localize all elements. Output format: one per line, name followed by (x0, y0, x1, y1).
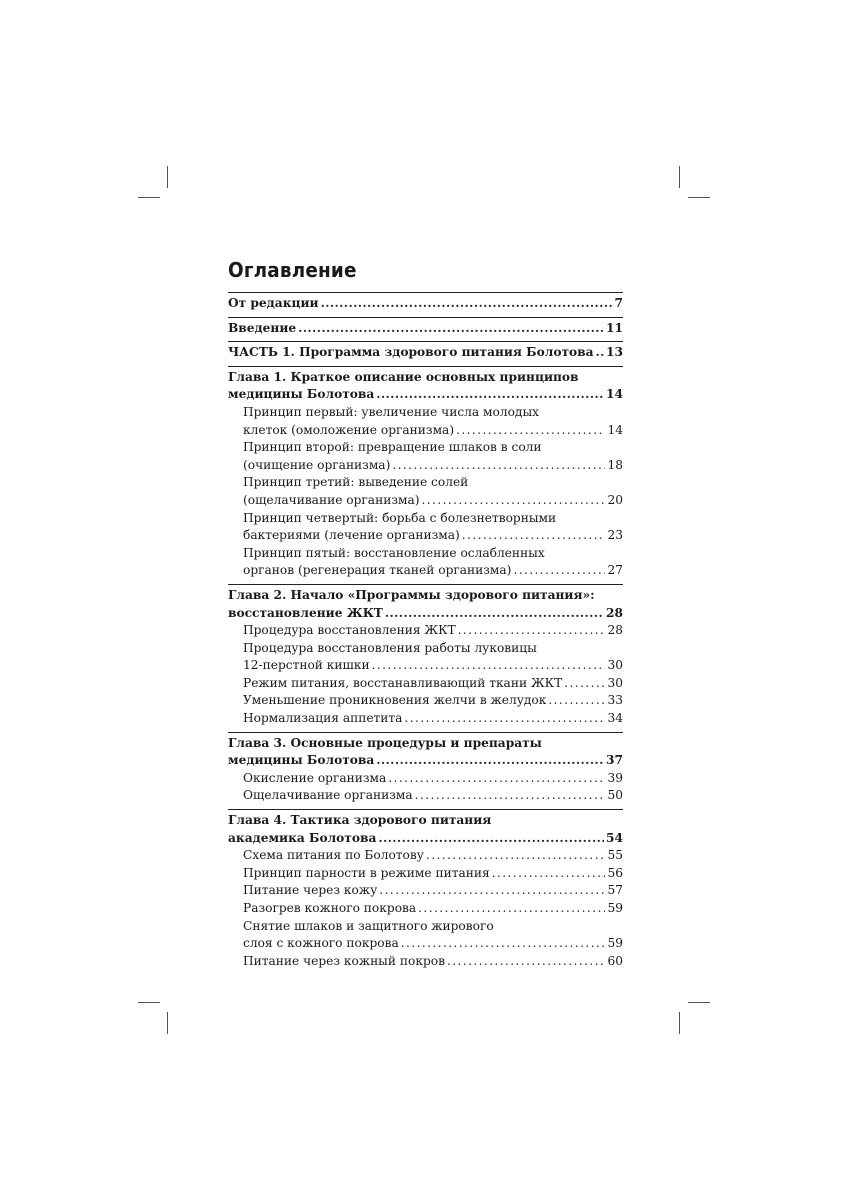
toc-entry-text: Принцип парности в режиме питания (243, 865, 490, 880)
dot-leader (418, 900, 605, 918)
toc-entry[interactable] (228, 510, 623, 545)
toc-page-number: 57 (607, 883, 623, 898)
toc-entry-text: 12-перстной кишки (243, 658, 370, 673)
toc-entry-text: органов (регенерация тканей организма) (243, 563, 512, 578)
toc-entry-text: Режим питания, восстанавливающий ткани ЖКТ (243, 675, 563, 690)
toc-entry[interactable] (228, 787, 623, 805)
toc-entry-text: Принцип пятый: восстановление ослабленных (243, 545, 545, 560)
dot-leader (447, 953, 606, 971)
toc-entry[interactable] (228, 865, 623, 883)
page-title: Оглавление (228, 258, 357, 282)
toc-entry-text: Введение (228, 320, 297, 335)
toc-entry-text: Глава 4. Тактика здорового питания (228, 813, 492, 828)
toc-entry-text: Глава 1. Краткое описание основных принципов (228, 369, 579, 384)
toc-entry-text: От редакции (228, 296, 319, 310)
toc-entry[interactable] (228, 770, 623, 788)
toc-entry[interactable] (228, 918, 623, 953)
toc-page-number: 27 (607, 563, 623, 578)
toc-page-number: 56 (607, 865, 623, 880)
toc-entry[interactable] (228, 882, 623, 900)
dot-leader (379, 882, 605, 900)
toc-heading-entry[interactable] (228, 341, 623, 362)
toc-entry-text: Принцип четвертый: борьба с болезнетворными (243, 510, 557, 525)
toc-entry-text: Глава 2. Начало «Программы здорового питания»: (228, 587, 595, 602)
dot-leader (426, 847, 606, 865)
toc-entry-text: Уменьшение проникновения желчи в желудок (243, 693, 547, 708)
toc-entry[interactable] (228, 545, 623, 580)
toc-heading-entry[interactable] (228, 809, 623, 847)
dot-leader (404, 710, 605, 728)
crop-mark (679, 1012, 680, 1034)
toc-entry-text: Глава 3. Основные процедуры и препараты (228, 735, 542, 750)
toc-page-number: 14 (606, 387, 623, 402)
dot-leader (462, 527, 606, 545)
toc-entry-text: Окисление организма (243, 770, 387, 785)
toc-entry-text: Принцип третий: выведение солей (243, 475, 469, 490)
dot-leader (401, 935, 606, 953)
toc-entry[interactable] (228, 900, 623, 918)
dot-leader (298, 320, 604, 338)
crop-mark (138, 197, 160, 198)
toc-page-number: 59 (607, 936, 623, 951)
toc-page-number: 30 (607, 658, 623, 673)
dot-leader (376, 386, 604, 404)
toc-entry-text: (ощелачивание организма) (243, 492, 420, 507)
toc-heading-entry[interactable] (228, 366, 623, 404)
toc-page-number: 39 (607, 770, 623, 785)
dot-leader (548, 692, 605, 710)
table-of-contents (228, 258, 623, 970)
toc-entry[interactable] (228, 675, 623, 693)
toc-entry-text: бактериями (лечение организма) (243, 528, 460, 543)
toc-entry[interactable] (228, 404, 623, 439)
dot-leader (372, 657, 606, 675)
toc-heading-entry[interactable] (228, 732, 623, 770)
toc-page-number: 50 (607, 788, 623, 803)
toc-page-number: 33 (607, 693, 623, 708)
toc-page-number: 59 (607, 901, 623, 915)
toc-page-number: 13 (606, 345, 623, 360)
toc-page-number: 28 (606, 605, 623, 620)
toc-entry-text: Нормализация аппетита (243, 711, 403, 726)
toc-entry-text: Снятие шлаков и защитного жирового (243, 918, 494, 933)
toc-page-number: 30 (607, 675, 623, 690)
dot-leader (513, 562, 605, 580)
toc-entry-text: восстановление ЖКТ (228, 605, 383, 620)
toc-entry-text: академика Болотова (228, 830, 377, 845)
toc-list (228, 292, 623, 970)
toc-page-number: 34 (607, 711, 623, 726)
toc-page-number: 28 (607, 623, 623, 638)
dot-leader (321, 295, 613, 313)
dot-leader (376, 752, 604, 770)
toc-heading-entry[interactable] (228, 317, 623, 338)
crop-mark (688, 1002, 710, 1003)
toc-page-number: 20 (607, 492, 623, 507)
toc-entry-text: Принцип второй: превращение шлаков в соли (243, 440, 542, 455)
dot-leader (456, 422, 605, 440)
toc-page-number: 18 (607, 457, 623, 472)
toc-entry[interactable] (228, 710, 623, 728)
toc-entry-text: (очищение организма) (243, 457, 391, 472)
dot-leader (378, 830, 604, 848)
toc-entry[interactable] (228, 953, 623, 971)
toc-entry-text: ЧАСТЬ 1. Программа здорового питания Болотова (228, 345, 594, 360)
dot-leader (458, 622, 606, 640)
toc-page-number: 60 (607, 953, 623, 968)
dot-leader (596, 344, 605, 362)
toc-entry-text: Питание через кожный покров (243, 953, 445, 968)
crop-mark (167, 1012, 168, 1034)
toc-page-number: 37 (606, 753, 623, 768)
dot-leader (421, 492, 605, 510)
toc-entry-text: Процедура восстановления работы луковицы (243, 640, 537, 655)
dot-leader (392, 457, 605, 475)
toc-page-number: 11 (606, 320, 623, 335)
toc-entry-text: Схема питания по Болотову (243, 848, 424, 863)
toc-heading-entry[interactable] (228, 292, 623, 313)
toc-entry[interactable] (228, 640, 623, 675)
dot-leader (388, 770, 605, 788)
toc-page-number: 54 (606, 830, 623, 845)
toc-page-number: 55 (607, 848, 623, 863)
dot-leader (564, 675, 605, 693)
dot-leader (492, 865, 606, 883)
crop-mark (688, 197, 710, 198)
toc-entry[interactable] (228, 622, 623, 640)
toc-entry-text: клеток (омоложение организма) (243, 422, 455, 437)
crop-mark (138, 1002, 160, 1003)
toc-entry-text: медицины Болотова (228, 387, 375, 402)
toc-entry[interactable] (228, 474, 623, 509)
toc-entry-text: Принцип первый: увеличение числа молодых (243, 404, 540, 419)
dot-leader (385, 605, 604, 623)
toc-page-number: 7 (614, 296, 623, 310)
toc-page-number: 14 (607, 422, 623, 437)
toc-entry-text: медицины Болотова (228, 753, 375, 768)
toc-page-number: 23 (607, 528, 623, 543)
toc-entry-text: слоя с кожного покрова (243, 936, 399, 951)
toc-entry[interactable] (228, 847, 623, 865)
toc-entry-text: Ощелачивание организма (243, 788, 413, 803)
toc-entry-text: Процедура восстановления ЖКТ (243, 623, 456, 638)
toc-entry[interactable] (228, 692, 623, 710)
crop-mark (679, 166, 680, 188)
crop-mark (167, 166, 168, 188)
toc-heading-entry[interactable] (228, 584, 623, 622)
toc-entry-text: Разогрев кожного покрова (243, 901, 417, 915)
toc-entry-text: Питание через кожу (243, 883, 378, 898)
toc-entry[interactable] (228, 439, 623, 474)
dot-leader (415, 787, 606, 805)
